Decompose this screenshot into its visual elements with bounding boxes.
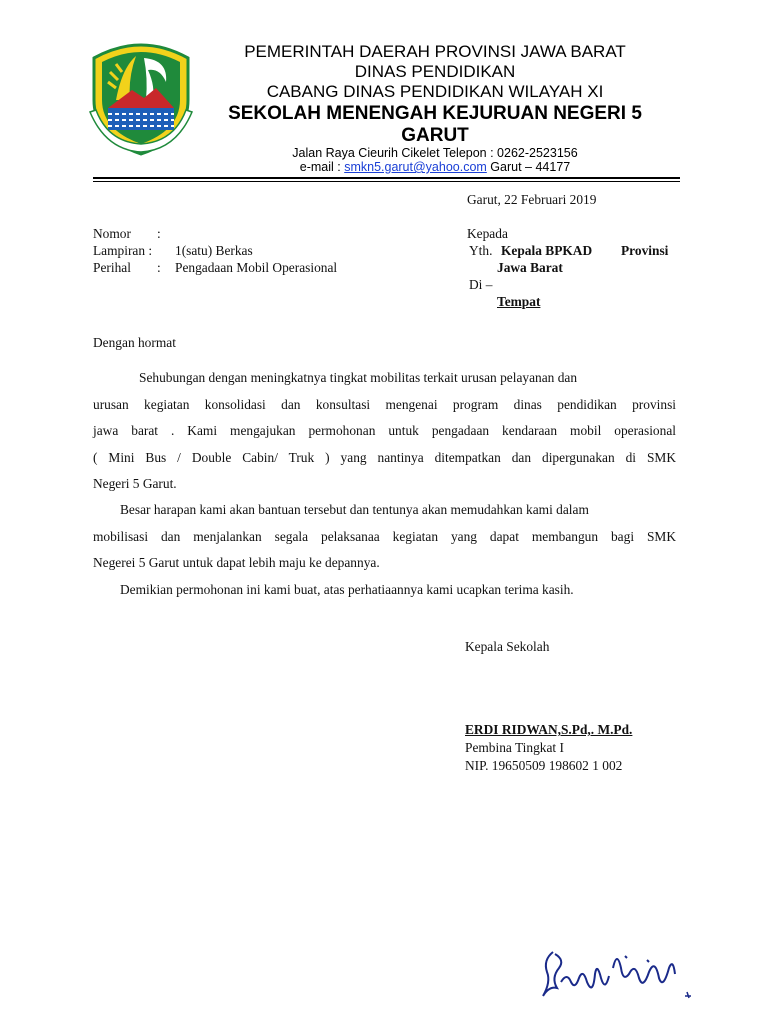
paragraph-2-line-3: Negerei 5 Garut untuk dapat lebih maju ke depannya. [93, 555, 380, 570]
letterhead-divider-thin [93, 181, 680, 182]
letterhead-email-line [225, 160, 645, 174]
email-prefix: e-mail : [299, 160, 345, 174]
paragraph-1-line-5: Negeri 5 Garut. [93, 476, 177, 491]
recipient-name-line1b: Provinsi [621, 243, 669, 258]
lampiran-value: 1(satu) Berkas [175, 243, 253, 258]
paragraph-1-line-1: Sehubungan dengan meningkatnya tingkat mobilitas terkait urusan pelayanan dan [139, 370, 578, 385]
recipient-tempat: Tempat [497, 294, 541, 309]
letterhead-school-name [225, 103, 645, 147]
handwritten-signature [535, 938, 700, 1008]
letterhead-address-block [225, 146, 645, 174]
paragraph-2-line-2: mobilisasi dan menjalankan segala pelaksanaa kegiatan yang dapat membangun bagi SMK [93, 528, 676, 544]
letter-date: Garut, 22 Februari 2019 [467, 192, 597, 207]
letterhead-line-2: DINAS PENDIDIKAN [354, 62, 516, 81]
paragraph-1-line-2: urusan kegiatan konsolidasi dan konsultasi mengenai program dinas pendidikan provinsi [93, 396, 676, 412]
letterhead-divider-thick [93, 177, 680, 179]
greeting: Dengan hormat [93, 335, 176, 350]
letterhead-line-4: SEKOLAH MENENGAH KEJURUAN NEGERI 5 [228, 103, 642, 124]
paragraph-2-line-1: Besar harapan kami akan bantuan tersebut dan tentunya akan memudahkan kami dalam [120, 502, 589, 517]
paragraph-1-line-3: jawa barat . Kami mengajukan permohonan untuk pengadaan kendaraan mobil operasional [93, 423, 676, 438]
nomor-separator: : [157, 226, 161, 241]
recipient-kepada: Kepada [467, 226, 508, 241]
letterhead-address: Jalan Raya Cieurih Cikelet Telepon : 0262-2523156 [292, 146, 578, 160]
perihal-separator: : [157, 260, 161, 275]
signature-nip: NIP. 19650509 198602 1 002 [465, 758, 623, 773]
perihal-value: Pengadaan Mobil Operasional [175, 260, 338, 275]
paragraph-2 [93, 497, 676, 577]
perihal-label: Perihal [93, 260, 131, 275]
signature-title: Kepala Sekolah [465, 639, 550, 654]
letterhead-line-3: CABANG DINAS PENDIDIKAN WILAYAH XI [266, 82, 604, 101]
paragraph-3: Demikian permohonan ini kami buat, atas perhatiaannya kami ucapkan terima kasih. [120, 582, 574, 597]
signature-name: ERDI RIDWAN,S.Pd,. M.Pd. [465, 722, 633, 737]
recipient-yth: Yth. [469, 243, 493, 258]
paragraph-1 [93, 365, 676, 498]
lampiran-label: Lampiran : [93, 243, 153, 258]
letterhead-line-1: PEMERINTAH DAERAH PROVINSI JAWA BARAT [244, 42, 626, 61]
nomor-label: Nomor [93, 226, 131, 241]
letterhead-line-5: GARUT [401, 125, 469, 146]
coat-of-arms-logo [86, 38, 196, 156]
email-suffix: Garut – 44177 [486, 160, 571, 174]
email-link[interactable]: smkn5.garut@yahoo.com [344, 160, 487, 174]
paragraph-1-line-4: ( Mini Bus / Double Cabin/ Truk ) yang nantinya ditempatkan dan dipergunakan di SMK [93, 449, 676, 465]
signature-rank: Pembina Tingkat I [465, 740, 564, 755]
recipient-name-line2: Jawa Barat [497, 260, 563, 275]
recipient-name-line1: Kepala BPKAD [501, 243, 593, 258]
recipient-di: Di – [469, 277, 493, 292]
